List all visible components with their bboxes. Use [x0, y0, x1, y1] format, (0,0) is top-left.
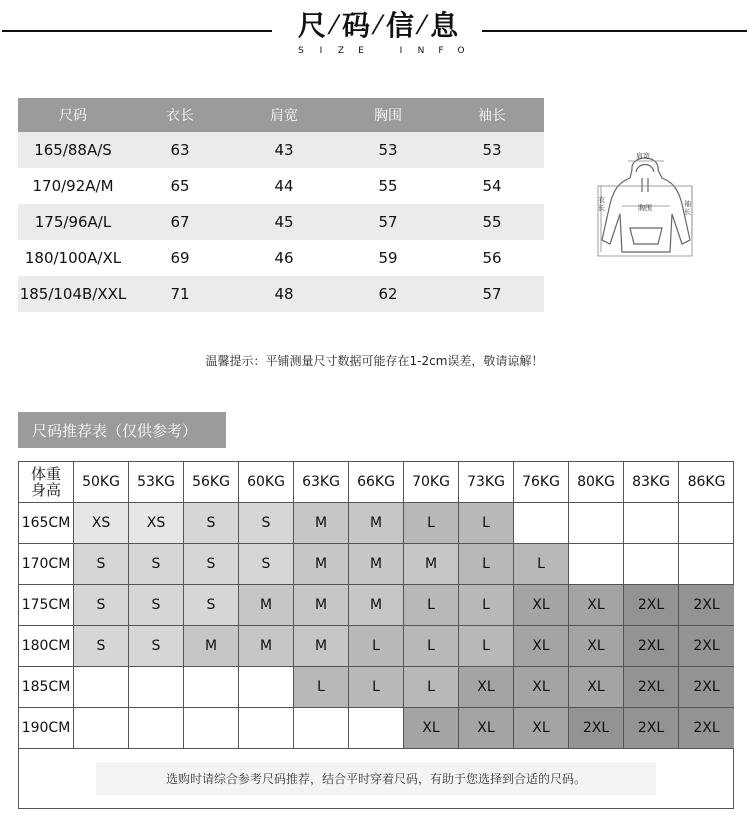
size-cell: XL: [404, 708, 459, 749]
weight-header-cell: 63KG: [294, 462, 349, 503]
table-cell: 54: [482, 177, 502, 195]
size-cell: [569, 503, 624, 544]
table-cell: 170/92A/M: [32, 177, 114, 195]
table-row: [19, 708, 734, 749]
title-divider: /: [414, 10, 430, 38]
table-cell: 55: [378, 177, 398, 195]
weight-header-cell: 76KG: [514, 462, 569, 503]
size-cell: [129, 708, 184, 749]
size-recommend-table: [18, 461, 734, 809]
weight-header-cell: 83KG: [624, 462, 679, 503]
size-cell: M: [294, 626, 349, 667]
size-cell: L: [294, 667, 349, 708]
size-cell: M: [239, 626, 294, 667]
size-cell: M: [404, 544, 459, 585]
size-table-header: [18, 98, 544, 132]
size-cell: S: [74, 585, 129, 626]
size-cell: L: [459, 626, 514, 667]
subtitle-char: F: [438, 46, 444, 56]
size-cell: L: [459, 503, 514, 544]
size-cell: S: [184, 585, 239, 626]
table-cell: 53: [378, 141, 398, 159]
size-cell: [184, 708, 239, 749]
table-cell: 165/88A/S: [34, 141, 112, 159]
size-cell: XL: [514, 626, 569, 667]
diagram-label-sleeve: 袖长: [684, 200, 691, 216]
size-cell: [624, 544, 679, 585]
size-cell: L: [514, 544, 569, 585]
header-cell: 衣长: [166, 108, 194, 124]
diagram-label-length: 衣长: [598, 196, 605, 212]
table-row: [19, 544, 734, 585]
size-cell: L: [459, 585, 514, 626]
header-rule-right: [482, 30, 747, 32]
height-header-cell: 165CM: [19, 503, 74, 544]
table-row: [19, 626, 734, 667]
size-cell: S: [129, 626, 184, 667]
table-cell: 53: [482, 141, 502, 159]
table-row: [19, 462, 734, 503]
table-cell: 59: [378, 249, 398, 267]
table-cell: 57: [482, 285, 502, 303]
size-cell: M: [349, 585, 404, 626]
size-cell: XL: [514, 708, 569, 749]
height-header-cell: 175CM: [19, 585, 74, 626]
size-cell: S: [184, 503, 239, 544]
table-row: [19, 503, 734, 544]
height-header-cell: 185CM: [19, 667, 74, 708]
table-cell: 185/104B/XXL: [19, 285, 127, 303]
subtitle-char: Z: [337, 46, 345, 56]
size-cell: M: [294, 503, 349, 544]
size-cell: [679, 544, 734, 585]
size-cell: 2XL: [624, 626, 679, 667]
size-cell: L: [404, 503, 459, 544]
recommend-footer: [19, 749, 733, 808]
header-cell: 袖长: [478, 108, 506, 124]
recommend-section-title: 尺码推荐表（仅供参考）: [18, 412, 226, 448]
size-cell: 2XL: [624, 667, 679, 708]
size-info-table: [18, 98, 544, 312]
table-cell: 180/100A/XL: [24, 249, 122, 267]
corner-cell: [19, 462, 74, 503]
weight-header-cell: 56KG: [184, 462, 239, 503]
table-row: [19, 585, 734, 626]
size-cell: 2XL: [679, 626, 734, 667]
size-cell: [679, 503, 734, 544]
table-cell: 57: [378, 213, 398, 231]
size-cell: XL: [569, 626, 624, 667]
title-char: 尺: [297, 9, 326, 42]
table-cell: 44: [274, 177, 294, 195]
table-cell: 55: [482, 213, 502, 231]
corner-label: 体重: [30, 465, 61, 483]
weight-header-cell: 73KG: [459, 462, 514, 503]
header-cell: 尺码: [59, 108, 87, 124]
size-cell: XL: [459, 708, 514, 749]
weight-header-cell: 86KG: [679, 462, 734, 503]
size-cell: [294, 708, 349, 749]
header-cell: 胸围: [374, 108, 402, 124]
size-cell: M: [294, 585, 349, 626]
title-char: 信: [386, 9, 415, 42]
size-cell: 2XL: [624, 585, 679, 626]
size-cell: [129, 667, 184, 708]
table-cell: 56: [482, 249, 502, 267]
table-cell: 63: [170, 141, 190, 159]
title-char: 码: [341, 9, 370, 42]
size-cell: M: [349, 503, 404, 544]
size-cell: XS: [74, 503, 129, 544]
size-cell: S: [129, 544, 184, 585]
table-cell: 46: [274, 249, 294, 267]
size-cell: [349, 708, 404, 749]
size-cell: XS: [129, 503, 184, 544]
table-row: [18, 276, 544, 312]
size-cell: M: [294, 544, 349, 585]
size-cell: XL: [514, 585, 569, 626]
size-cell: 2XL: [679, 667, 734, 708]
size-cell: M: [184, 626, 239, 667]
size-cell: L: [349, 626, 404, 667]
title-divider: /: [326, 10, 342, 38]
size-cell: L: [459, 544, 514, 585]
page-subtitle: [296, 46, 466, 60]
size-cell: [624, 503, 679, 544]
size-cell: XL: [514, 667, 569, 708]
weight-header-cell: 50KG: [74, 462, 129, 503]
recommend-footer-text: 选购时请综合参考尺码推荐，结合平时穿着尺码，有助于您选择到合适的尺码。: [96, 762, 656, 795]
size-cell: L: [404, 626, 459, 667]
corner-label: 身高: [30, 481, 61, 499]
weight-header-cell: 80KG: [569, 462, 624, 503]
height-header-cell: 190CM: [19, 708, 74, 749]
table-row: [18, 204, 544, 240]
size-cell: S: [184, 544, 239, 585]
subtitle-char: I: [399, 46, 403, 56]
table-row: [18, 168, 544, 204]
size-cell: M: [349, 544, 404, 585]
size-cell: L: [404, 667, 459, 708]
size-cell: XL: [569, 667, 624, 708]
page-title: [276, 4, 480, 44]
size-cell: S: [239, 503, 294, 544]
diagram-label-shoulder: 肩宽: [636, 152, 650, 160]
table-cell: 65: [170, 177, 190, 195]
table-cell: 175/96A/L: [34, 213, 112, 231]
table-cell: 71: [170, 285, 190, 303]
size-cell: [74, 708, 129, 749]
size-cell: [239, 708, 294, 749]
size-cell: XL: [569, 585, 624, 626]
subtitle-char: S: [298, 46, 304, 56]
size-cell: XL: [459, 667, 514, 708]
table-cell: 69: [170, 249, 190, 267]
table-row: [18, 132, 544, 168]
size-cell: [239, 667, 294, 708]
size-cell: [184, 667, 239, 708]
subtitle-char: I: [319, 46, 323, 56]
size-cell: 2XL: [624, 708, 679, 749]
table-cell: 48: [274, 285, 294, 303]
title-char: 息: [430, 9, 459, 42]
height-header-cell: 180CM: [19, 626, 74, 667]
size-cell: 2XL: [679, 708, 734, 749]
weight-header-cell: 53KG: [129, 462, 184, 503]
weight-header-cell: 60KG: [239, 462, 294, 503]
size-cell: 2XL: [569, 708, 624, 749]
subtitle-char: N: [417, 46, 425, 56]
size-cell: L: [349, 667, 404, 708]
header-rule-left: [2, 30, 272, 32]
weight-header-cell: 66KG: [349, 462, 404, 503]
weight-header-cell: 70KG: [404, 462, 459, 503]
size-cell: 2XL: [679, 585, 734, 626]
subtitle-char: [376, 46, 386, 60]
diagram-label-chest: 胸围: [638, 204, 652, 212]
subtitle-char: O: [457, 46, 465, 56]
table-cell: 45: [274, 213, 294, 231]
table-cell: 62: [378, 285, 398, 303]
title-divider: /: [370, 10, 386, 38]
size-cell: S: [129, 585, 184, 626]
table-row: [19, 667, 734, 708]
size-cell: M: [239, 585, 294, 626]
measurement-notice: 温馨提示：平铺测量尺寸数据可能存在1-2cm误差，敬请谅解！: [205, 354, 544, 368]
size-cell: S: [74, 626, 129, 667]
size-cell: [74, 667, 129, 708]
table-row: [18, 240, 544, 276]
subtitle-char: E: [358, 46, 364, 56]
header-cell: 肩宽: [270, 108, 298, 124]
size-cell: S: [74, 544, 129, 585]
hoodie-measure-icon: [592, 148, 700, 258]
table-cell: 67: [170, 213, 190, 231]
height-header-cell: 170CM: [19, 544, 74, 585]
table-cell: 43: [274, 141, 294, 159]
size-cell: S: [239, 544, 294, 585]
size-cell: [514, 503, 569, 544]
size-cell: L: [404, 585, 459, 626]
size-cell: [569, 544, 624, 585]
